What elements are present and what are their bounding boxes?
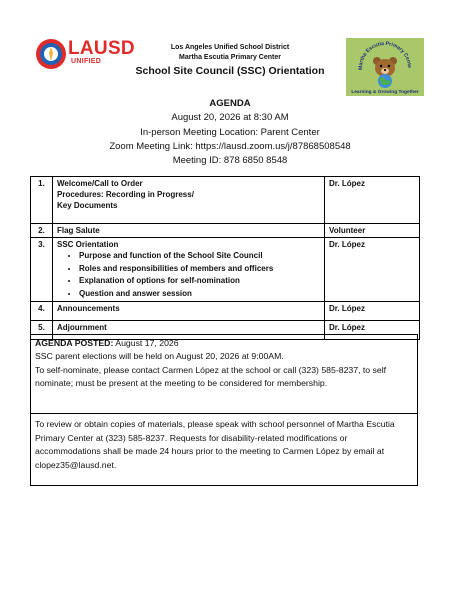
item-content [53, 302, 325, 321]
self-nomination-notice: To self-nominate, please contact Carmen López at the school or call (323) 585-8237, to self nominate; must be present at the meeting to be considered for membership. [35, 364, 387, 389]
bullet-item: • Roles and responsibilities of members and officers [79, 263, 320, 276]
agenda-table [30, 176, 420, 340]
posted-label: AGENDA POSTED: [35, 338, 114, 348]
item-number: 3. [31, 238, 53, 302]
school-logo-arc-text: Martha Escutia Primary Cente [357, 40, 413, 71]
item-subtitle: Key Documents [57, 201, 118, 210]
item-owner: Dr. López [325, 238, 420, 302]
agenda-item [31, 224, 420, 238]
item-content [53, 224, 325, 238]
agenda-item [31, 302, 420, 321]
item-number: 2. [31, 224, 53, 238]
item-number: 1. [31, 177, 53, 224]
school-name: Martha Escutia Primary Center [179, 54, 281, 61]
lausd-logo-text: LAUSD [68, 38, 135, 59]
meeting-id: Meeting ID: 878 6850 8548 [172, 155, 288, 167]
item-title: Flag Salute [57, 226, 100, 235]
item-owner: Volunteer [325, 224, 420, 238]
lausd-seal-icon [35, 38, 67, 70]
item-title: Welcome/Call to Order [57, 179, 143, 188]
item-title: SSC Orientation [57, 240, 119, 249]
agenda-heading: AGENDA [209, 98, 251, 109]
school-logo-tagline: Learning & Growing Together [351, 90, 419, 95]
district-name: Los Angeles Unified School District [170, 44, 290, 51]
item-owner: Dr. López [325, 321, 420, 340]
agenda-item [31, 177, 420, 224]
bullet-item: • Purpose and function of the School Site Council [79, 250, 320, 263]
item-subtitle: Procedures: Recording in Progress/ [57, 190, 194, 199]
accessibility-notice [30, 414, 418, 486]
agenda-item [31, 238, 420, 302]
meeting-location: In-person Meeting Location: Parent Center [140, 126, 320, 138]
posted-date-line [35, 337, 413, 350]
lausd-logo-subtext: UNIFIED [71, 58, 102, 65]
page-title: School Site Council (SSC) Orientation [135, 65, 325, 77]
item-content [53, 177, 325, 224]
lausd-logo [35, 38, 135, 72]
posted-date: August 17, 2026 [113, 338, 179, 348]
item-owner: Dr. López [325, 177, 420, 224]
bullet-item: • Question and answer session [79, 288, 320, 301]
zoom-link[interactable]: Zoom Meeting Link: https://lausd.zoom.us/j/87868508548 [109, 140, 351, 152]
item-bullet-list [57, 250, 320, 300]
item-title: Adjournment [57, 323, 107, 332]
item-number: 4. [31, 302, 53, 321]
item-title: Announcements [57, 304, 120, 313]
accessibility-text: To review or obtain copies of materials, please speak with school personnel of Martha Escutia Primary Center at (323) 585-8237. Requests for disability-related modifications or accommodations shall be made 24 hours prior to the meeting to Carmen López by email at clopez35@lausd.net. [35, 419, 395, 470]
document-header [120, 43, 340, 79]
meeting-date: August 20, 2026 at 8:30 AM [171, 112, 289, 124]
item-content [53, 238, 325, 302]
election-notice: SSC parent elections will be held on August 20, 2026 at 9:00AM. [35, 351, 284, 362]
agenda-info [50, 97, 410, 168]
item-owner: Dr. López [325, 302, 420, 321]
school-logo [346, 38, 424, 96]
agenda-posted-notice [30, 334, 418, 414]
item-number: 5. [31, 321, 53, 340]
bullet-item: • Explanation of options for self-nomination [79, 275, 320, 288]
